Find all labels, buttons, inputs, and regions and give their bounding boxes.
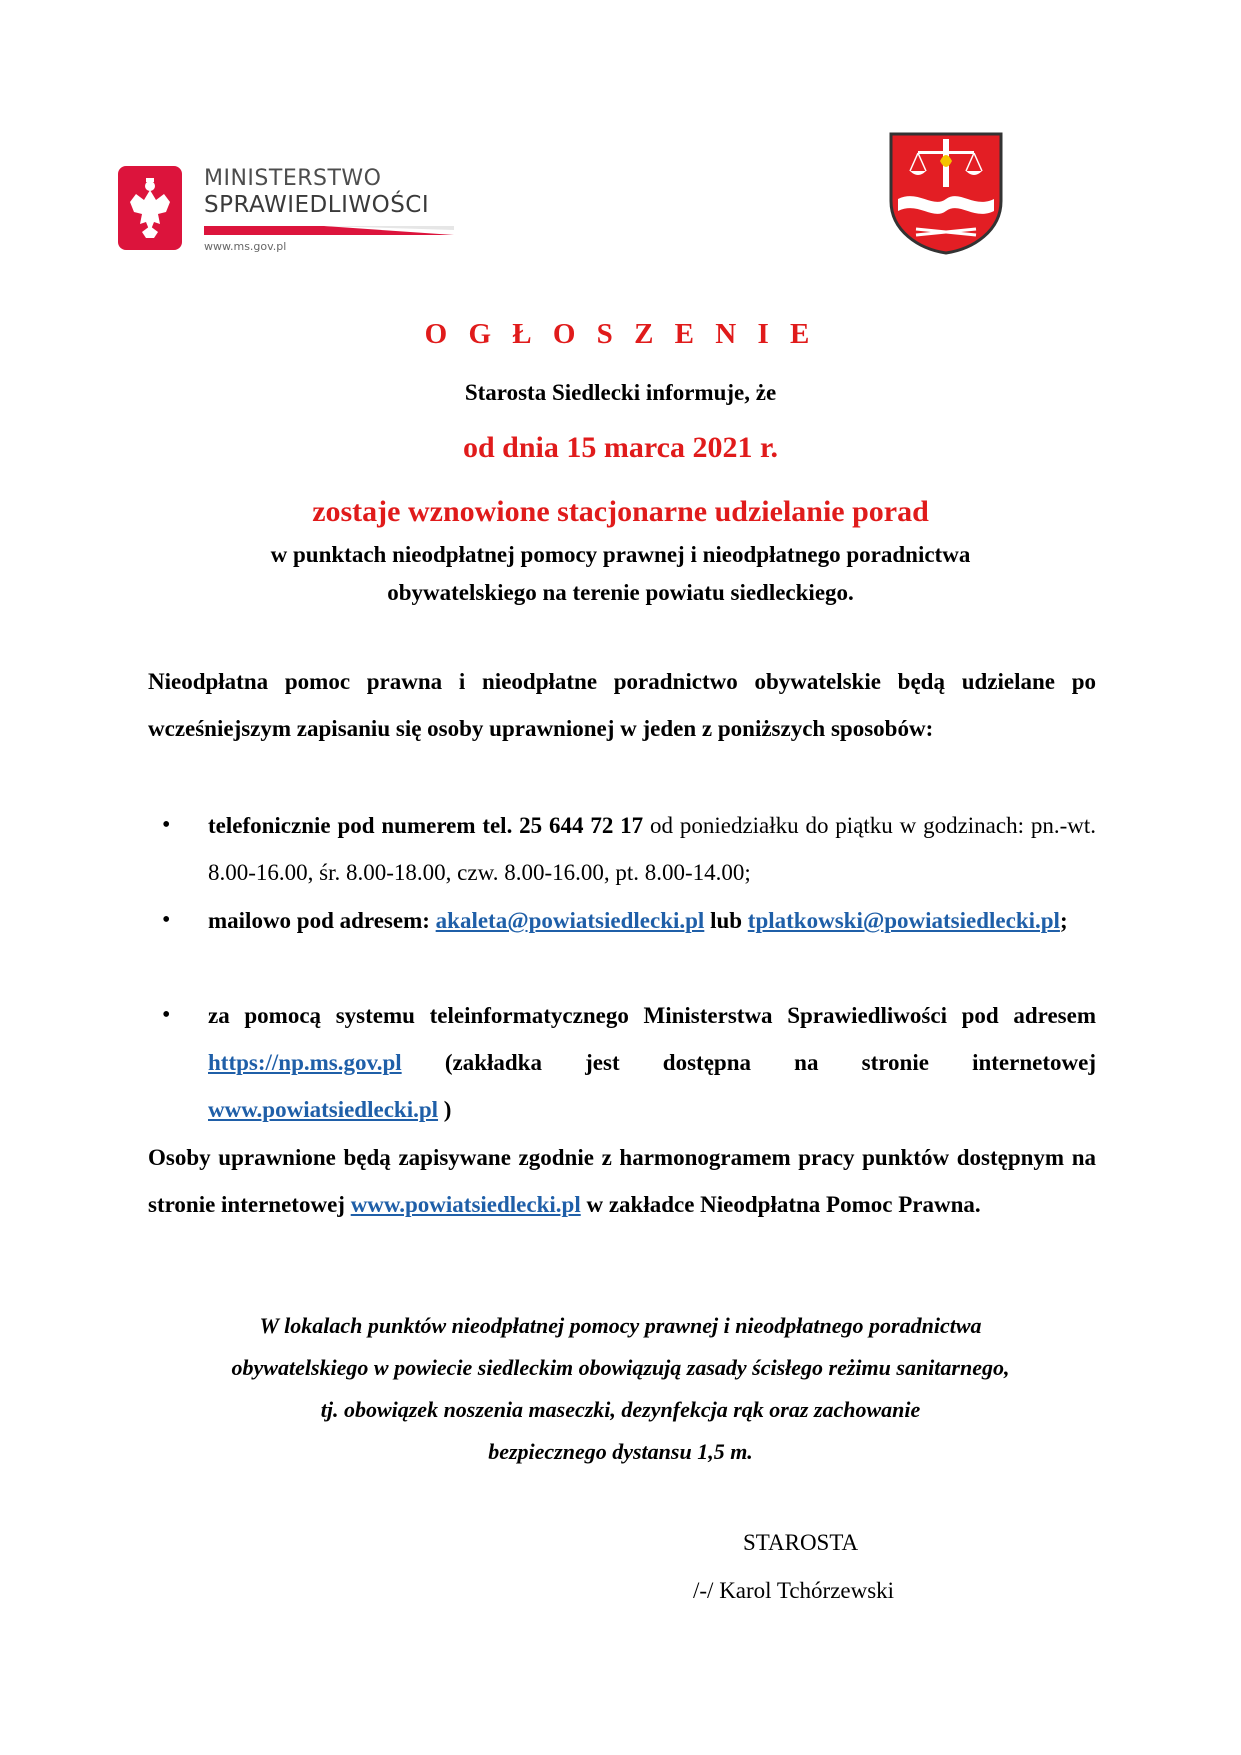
ministry-url: www.ms.gov.pl [204,240,287,253]
list-item-system [208,992,1096,1133]
sanitary-note-line4: bezpiecznego dystansu 1,5 m. [488,1439,753,1464]
bullet-icon: • [162,812,171,838]
email-link-tplatkowski[interactable]: tplatkowski@powiatsiedlecki.pl [747,908,1060,933]
outro-paragraph [148,1134,1096,1228]
outro-prefix: Osoby uprawnione będą zapisywane zgodnie z harmonogramem pracy punktów dostępnym na stronie internetowej [148,1145,1096,1217]
powiat-website-link[interactable]: www.powiatsiedlecki.pl [208,1097,439,1122]
sanitary-note-line1: W lokalach punktów nieodpłatnej pomocy prawnej i nieodpłatnego poradnictwa [259,1313,982,1338]
bullet-icon: • [162,1002,171,1028]
flag-stripe-icon [204,226,454,235]
polish-eagle-icon [118,166,182,250]
intro-paragraph: Nieodpłatna pomoc prawna i nieodpłatne poradnictwo obywatelskie będą udzielane po wcześniejszym zapisaniu się osoby uprawnionej w jeden z poniższych sposobów: [148,669,1096,741]
list-item-phone [208,802,1096,896]
ministry-logo [118,166,458,258]
outro-suffix: w zakładce Nieodpłatna Pomoc Prawna. [580,1192,981,1217]
phone-text: telefonicznie pod numerem tel. 25 644 72 17 [208,813,644,838]
email-middle: lub [704,908,748,933]
email-suffix: ; [1059,908,1068,933]
effective-date: od dnia 15 marca 2021 r. [462,431,779,464]
system-prefix: za pomocą systemu teleinformatycznego Ministerstwa Sprawiedliwości pod adresem [208,1003,1096,1028]
ministry-name-line1: MINISTERSTWO [204,166,382,191]
bullet-icon: • [162,907,171,933]
np-ms-link[interactable]: https://np.ms.gov.pl [208,1050,402,1075]
subheadline-line2: obywatelskiego na terenie powiatu siedleckiego. [387,580,854,605]
outro-website-link[interactable]: www.powiatsiedlecki.pl [350,1192,581,1217]
sanitary-note-line2: obywatelskiego w powiecie siedleckim obowiązują zasady ścisłego reżimu sanitarnego, [231,1355,1010,1380]
headline: zostaje wznowione stacjonarne udzielanie porad [312,495,929,528]
phone-hours: od poniedziałku do piątku w godzinach: pn.-wt. 8.00-16.00, śr. 8.00-18.00, czw. 8.00-16.00, pt. 8.00-14.00; [208,813,1096,885]
list-item-email [208,897,1096,944]
signature-title: STAROSTA [743,1530,859,1555]
system-suffix: ) [438,1097,452,1122]
county-coat-of-arms-icon [888,131,1004,255]
announcement-title: O G Ł O S Z E N I E [424,318,817,350]
ministry-name-line2: SPRAWIEDLIWOŚCI [204,192,430,218]
subheadline-line1: w punktach nieodpłatnej pomocy prawnej i nieodpłatnego poradnictwa [270,542,971,567]
email-link-akaleta[interactable]: akaleta@powiatsiedlecki.pl [435,908,705,933]
system-middle: (zakładka jest dostępna na stronie internetowej [401,1050,1096,1075]
email-prefix: mailowo pod adresem: [208,908,436,933]
sanitary-note-line3: tj. obowiązek noszenia maseczki, dezynfekcja rąk oraz zachowanie [320,1397,921,1422]
lead-text: Starosta Siedlecki informuje, że [464,380,777,405]
signature-name: /-/ Karol Tchórzewski [693,1578,895,1603]
